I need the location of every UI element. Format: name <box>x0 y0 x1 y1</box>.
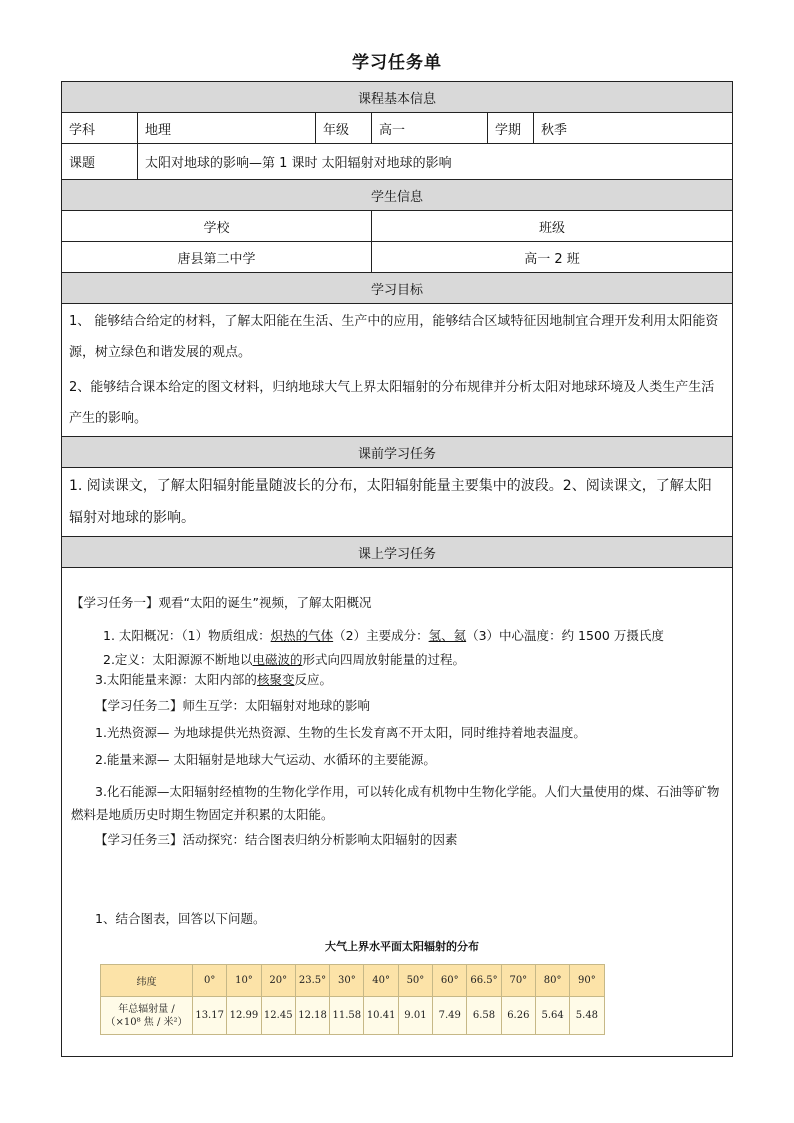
radiation-value-cell: 13.17 <box>193 997 227 1035</box>
latitude-cell: 70° <box>501 965 535 997</box>
latitude-cell: 80° <box>535 965 569 997</box>
in-class-body <box>62 568 733 1057</box>
latitude-cell: 50° <box>398 965 432 997</box>
document-title: 学习任务单 <box>352 53 442 73</box>
radiation-definition-line: 2.定义：太阳源源不断地以电磁波的形式向四周放射能量的过程。 <box>103 652 465 667</box>
task-three-heading: 【学习任务三】活动探究：结合图表归纳分析影响太阳辐射的因素 <box>95 832 458 847</box>
radiation-value-cell: 9.01 <box>398 997 432 1035</box>
impact-item-2: 2.能量来源— 太阳辐射是地球大气运动、水循环的主要能源。 <box>95 752 436 767</box>
grade-value: 高一 <box>372 113 488 144</box>
latitude-cell: 30° <box>330 965 364 997</box>
radiation-row-label: 年总辐射量 /（×10⁸ 焦 / 米²） <box>101 997 193 1035</box>
school-value: 唐县第二中学 <box>62 242 372 273</box>
grade-label: 年级 <box>316 113 372 144</box>
term-value: 秋季 <box>534 113 733 144</box>
pre-class-header: 课前学习任务 <box>62 437 733 468</box>
radiation-table <box>100 964 605 1035</box>
latitude-row-label: 纬度 <box>101 965 193 997</box>
radiation-value-cell: 11.58 <box>330 997 364 1035</box>
latitude-cell: 0° <box>193 965 227 997</box>
energy-source-line: 3.太阳能量来源：太阳内部的核聚变反应。 <box>95 672 332 687</box>
student-info-header: 学生信息 <box>62 180 733 211</box>
latitude-cell: 10° <box>227 965 261 997</box>
goals-body <box>62 304 733 437</box>
class-value: 高一 2 班 <box>372 242 733 273</box>
term-label: 学期 <box>488 113 534 144</box>
pre-class-text: 1. 阅读课文，了解太阳辐射能量随波长的分布，太阳辐射能量主要集中的波段。2、阅读课文，了解太阳辐射对地球的影响。 <box>69 478 712 526</box>
sun-overview-line: 1. 太阳概况：（1）物质组成：炽热的气体（2）主要成分：氢、氦（3）中心温度：约 1500 万摄氏度 <box>103 628 664 643</box>
radiation-table-title: 大气上界水平面太阳辐射的分布 <box>325 940 479 953</box>
goal-item: 2、能够结合课本给定的图文材料，归纳地球大气上界太阳辐射的分布规律并分析太阳对地球环境及人类生产生活产生的影响。 <box>69 380 715 426</box>
radiation-value-cell: 12.99 <box>227 997 261 1035</box>
topic-label: 课题 <box>62 144 138 180</box>
radiation-value-cell: 12.18 <box>295 997 329 1035</box>
latitude-cell: 23.5° <box>295 965 329 997</box>
subject-value: 地理 <box>138 113 316 144</box>
impact-item-1: 1.光热资源— 为地球提供光热资源、生物的生长发育离不开太阳，同时维持着地表温度。 <box>95 725 586 740</box>
goal-item: 1、 能够结合给定的材料，了解太阳能在生活、生产中的应用，能够结合区域特征因地制宜合理开发利用太阳能资源，树立绿色和谐发展的观点。 <box>69 314 719 360</box>
latitude-cell: 20° <box>261 965 295 997</box>
impact-item-3: 3.化石能源—太阳辐射经植物的生物化学作用，可以转化成有机物中生物化学能。人们大量使用的煤、石油等矿物燃料是地质历史时期生物固定并积累的太阳能。 <box>71 784 720 822</box>
subject-label: 学科 <box>62 113 138 144</box>
question-1: 1、结合图表，回答以下问题。 <box>95 911 266 926</box>
latitude-cell: 66.5° <box>467 965 501 997</box>
latitude-cell: 60° <box>433 965 467 997</box>
radiation-value-cell: 12.45 <box>261 997 295 1035</box>
pre-class-body <box>62 468 733 537</box>
in-class-header: 课上学习任务 <box>62 537 733 568</box>
radiation-value-cell: 6.26 <box>501 997 535 1035</box>
radiation-value-cell: 5.48 <box>570 997 604 1035</box>
radiation-value-cell: 6.58 <box>467 997 501 1035</box>
latitude-cell: 90° <box>570 965 604 997</box>
course-info-header: 课程基本信息 <box>62 82 733 113</box>
radiation-value-cell: 7.49 <box>433 997 467 1035</box>
school-label: 学校 <box>62 211 372 242</box>
goals-header: 学习目标 <box>62 273 733 304</box>
task-two-heading: 【学习任务二】师生互学：太阳辐射对地球的影响 <box>95 698 371 713</box>
latitude-cell: 40° <box>364 965 398 997</box>
class-label: 班级 <box>372 211 733 242</box>
topic-value: 太阳对地球的影响—第 1 课时 太阳辐射对地球的影响 <box>138 144 733 180</box>
radiation-value-cell: 5.64 <box>535 997 569 1035</box>
task-sheet-table <box>61 81 733 1057</box>
radiation-value-cell: 10.41 <box>364 997 398 1035</box>
task-one-heading: 【学习任务一】观看“太阳的诞生”视频，了解太阳概况 <box>71 595 372 610</box>
